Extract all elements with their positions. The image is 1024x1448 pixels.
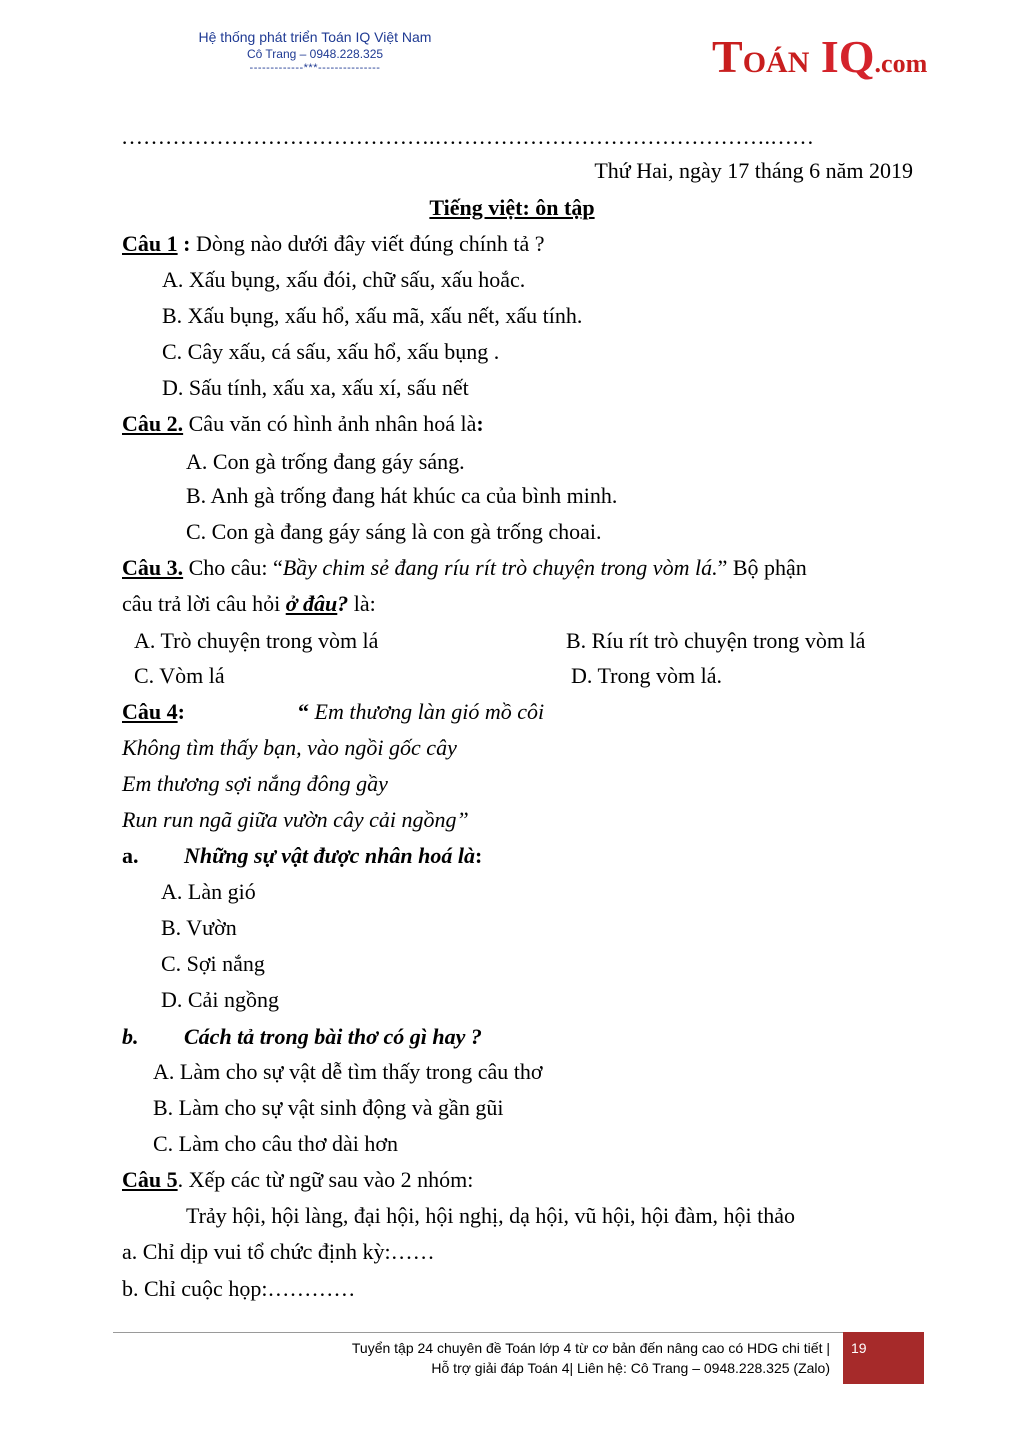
question-1-text: Dòng nào dưới đây viết đúng chính tả ? [190,231,545,256]
question-4-label: Câu 4 [122,699,178,724]
q4a-option-c: C. Sợi nắng [161,951,265,976]
question-3-label: Câu 3. [122,555,184,580]
q4b-option-b: B. Làm cho sự vật sinh động và gần gũi [153,1095,504,1120]
q1-option-b: B. Xấu bụng, xấu hổ, xấu mã, xấu nết, xấu tính. [162,303,583,328]
q1-option-a: A. Xấu bụng, xấu đói, chữ sấu, xấu hoắc. [162,267,526,292]
q4b-prompt: Cách tả trong bài thơ có gì hay ? [184,1024,482,1049]
q3-option-d: D. Trong vòm lá. [571,663,722,688]
question-2-label: Câu 2. [122,411,184,436]
question-5-label: Câu 5 [122,1167,178,1192]
question-1-label: Câu 1 [122,231,178,256]
page-title: Tiếng việt: ôn tập [429,195,595,220]
question-2-text: Câu văn có hình ảnh nhân hoá là [183,411,477,436]
question-5-text: . Xếp các từ ngữ sau vào 2 nhóm: [177,1167,474,1192]
q3-option-c: C. Vòm lá [134,663,225,688]
q1-option-d: D. Sấu tính, xấu xa, xấu xí, sấu nết [162,375,469,400]
header-divider: -------------***--------------- [249,62,381,74]
question-2: Câu 2. Câu văn có hình ảnh nhân hoá là: [122,411,484,436]
q2-option-c: C. Con gà đang gáy sáng là con gà trống choai. [186,519,602,544]
footer-line-1: Tuyển tập 24 chuyên đề Toán lớp 4 từ cơ bản đến nâng cao có HDG chi tiết | [351,1340,830,1356]
poem-line-1: “ Em thương làn gió mồ côi [298,699,545,724]
q4a-marker: a. [122,843,139,868]
q5-group-b: b. Chỉ cuộc họp:………… [122,1276,356,1301]
question-3: Câu 3. Cho câu: “Bầy chim sẻ đang ríu rít trò chuyện trong vòm lá.” Bộ phận [122,555,807,580]
q4a-prompt: Những sự vật được nhân hoá là: [184,843,483,868]
q5-group-a: a. Chỉ dịp vui tổ chức định kỳ:…… [122,1239,435,1264]
footer-rule [113,1332,843,1333]
q4b-option-a: A. Làm cho sự vật dễ tìm thấy trong câu thơ [153,1059,543,1084]
poem-line-3: Em thương sợi nắng đông gầy [122,771,388,796]
q4a-option-a: A. Làn gió [161,879,256,904]
question-3-line-2: câu trả lời câu hỏi ở đâu? là: [122,591,376,616]
question-1: Câu 1 : Dòng nào dưới đây viết đúng chính tả ? [122,231,545,256]
toaniq-logo: TOÁN IQ.com [712,31,928,82]
q2-option-b: B. Anh gà trống đang hát khúc ca của bình minh. [186,483,618,508]
q2-option-a: A. Con gà trống đang gáy sáng. [186,449,465,474]
q1-option-c: C. Cây xấu, cá sấu, xấu hổ, xấu bụng . [162,339,500,364]
q4a-option-d: D. Cải ngồng [161,987,279,1012]
question-5 [122,1167,473,1193]
page-number: 19 [851,1340,867,1356]
poem-line-4: Run run ngã giữa vườn cây cải ngồng” [122,807,469,832]
contact-line: Cô Trang – 0948.228.325 [246,47,384,61]
where-keyword: ở đâu [285,591,338,616]
page-number-box [843,1332,924,1384]
q3-option-b: B. Ríu rít trò chuyện trong vòm lá [566,628,866,653]
q4b-marker: b. [122,1024,139,1049]
question-4-label-line: Câu 4: [122,699,185,724]
org-name: Hệ thống phát triển Toán IQ Việt Nam [198,29,432,45]
q4a-option-b: B. Vườn [161,915,237,940]
question-3-quote: Bầy chim sẻ đang ríu rít trò chuyện trong vòm lá. [282,555,718,580]
q5-word-list: Trảy hội, hội làng, đại hội, hội nghị, dạ hội, vũ hội, hội đàm, hội thảo [186,1203,796,1228]
footer-line-2: Hỗ trợ giải đáp Toán 4| Liên hệ: Cô Trang – 0948.228.325 (Zalo) [431,1360,830,1376]
q3-option-a: A. Trò chuyện trong vòm lá [134,628,379,653]
poem-line-2: Không tìm thấy bạn, vào ngồi gốc cây [122,735,457,760]
date-line: Thứ Hai, ngày 17 tháng 6 năm 2019 [594,158,913,183]
q4b-option-c: C. Làm cho câu thơ dài hơn [153,1131,399,1156]
page-header [150,28,480,74]
dotted-separator: …………………………………….……………………………………….…… [121,124,814,149]
